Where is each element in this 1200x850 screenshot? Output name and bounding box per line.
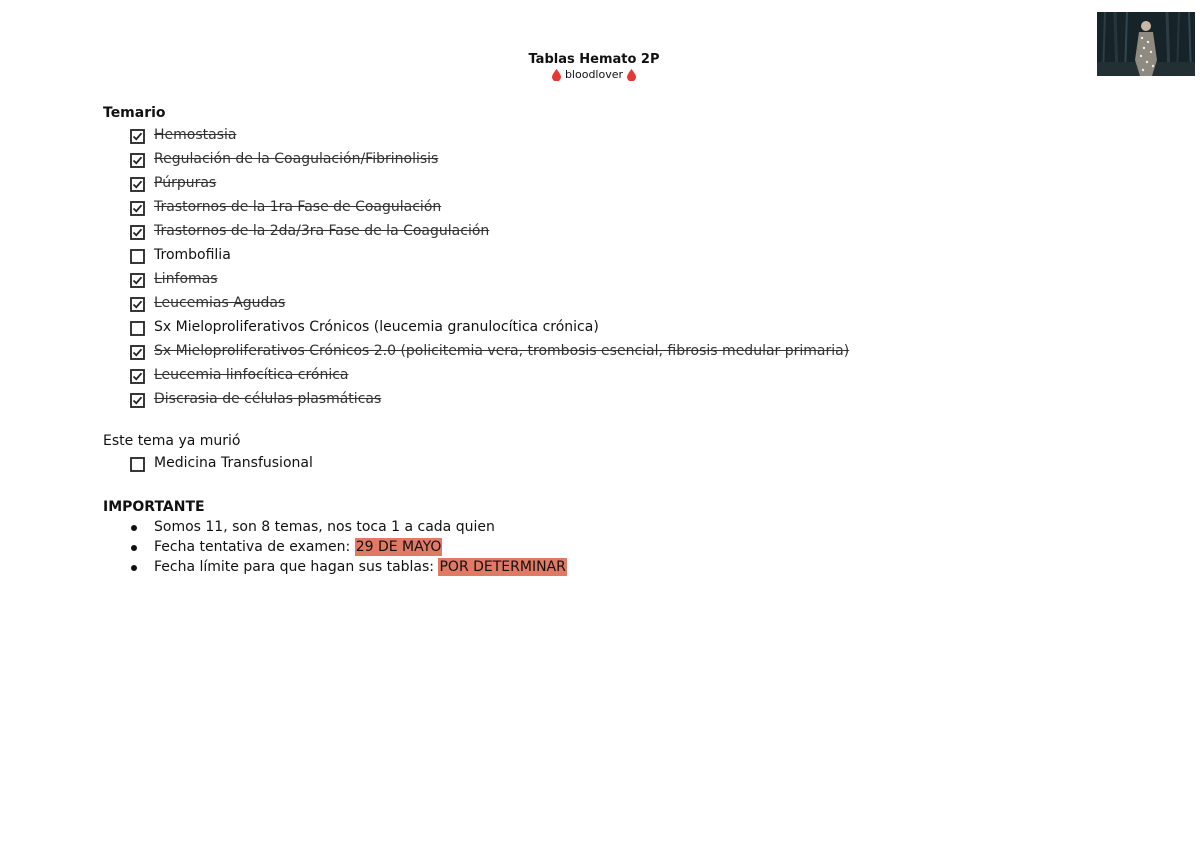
checklist-item [103, 451, 313, 475]
checklist-item-label: Trombofilia [154, 247, 231, 263]
checklist-item-label: Linfomas [154, 271, 218, 287]
checklist-item-label: Regulación de la Coagulación/Fibrinolisis [154, 151, 439, 167]
checklist-item-label: Hemostasia [154, 127, 237, 143]
checklist-item-label: Leucemia linfocítica crónica [154, 367, 349, 383]
checklist-item [103, 339, 849, 363]
checklist-item [103, 171, 849, 195]
bullet-icon [131, 525, 137, 531]
bullet-text: Fecha límite para que hagan sus tablas: [154, 559, 439, 575]
highlighted-value: 29 DE MAYO [355, 539, 442, 555]
tema-murio-section [103, 431, 313, 475]
tema-murio-checklist [103, 451, 313, 475]
checklist-item [103, 363, 849, 387]
importante-list [103, 517, 567, 577]
blood-drop-icon [627, 69, 636, 81]
checklist-item [103, 315, 849, 339]
checklist-item [103, 291, 849, 315]
checklist-item-label: Medicina Transfusional [154, 455, 313, 471]
checklist-item-label: Leucemias Agudas [154, 295, 286, 311]
checked-checkbox-icon[interactable] [130, 152, 145, 167]
checklist-item-label: Trastornos de la 2da/3ra Fase de la Coagulación [154, 223, 490, 239]
bullet-text: Somos 11, son 8 temas, nos toca 1 a cada quien [154, 519, 495, 535]
document-title: Tablas Hemato 2P [528, 52, 660, 67]
checked-checkbox-icon[interactable] [130, 224, 145, 239]
checklist-item-label: Discrasia de células plasmáticas [154, 391, 382, 407]
highlighted-value: POR DETERMINAR [439, 559, 566, 575]
tema-murio-heading: Este tema ya murió [103, 433, 241, 449]
importante-section [103, 497, 567, 577]
bullet-item [103, 557, 567, 577]
checklist-item [103, 243, 849, 267]
checklist-item [103, 267, 849, 291]
checklist-item [103, 195, 849, 219]
checked-checkbox-icon[interactable] [130, 344, 145, 359]
document-header [0, 52, 1188, 82]
checklist-item [103, 147, 849, 171]
temario-heading: Temario [103, 105, 166, 121]
unchecked-checkbox-icon[interactable] [130, 320, 145, 335]
checked-checkbox-icon[interactable] [130, 368, 145, 383]
checklist-item-label: Sx Mieloproliferativos Crónicos (leucemia granulocítica crónica) [154, 319, 599, 335]
temario-section [103, 103, 849, 411]
checklist-item [103, 123, 849, 147]
bullet-item [103, 517, 567, 537]
checklist-item [103, 219, 849, 243]
blood-drop-icon [552, 69, 561, 81]
importante-heading: IMPORTANTE [103, 499, 205, 515]
temario-checklist [103, 123, 849, 411]
bullet-icon [131, 565, 137, 571]
checklist-item-label: Trastornos de la 1ra Fase de Coagulación [154, 199, 442, 215]
checked-checkbox-icon[interactable] [130, 272, 145, 287]
checklist-item-label: Púrpuras [154, 175, 217, 191]
unchecked-checkbox-icon[interactable] [130, 248, 145, 263]
checked-checkbox-icon[interactable] [130, 176, 145, 191]
document-subtitle [0, 68, 1188, 82]
checked-checkbox-icon[interactable] [130, 128, 145, 143]
bullet-item [103, 537, 567, 557]
subtitle-text: bloodlover [564, 68, 624, 81]
checked-checkbox-icon[interactable] [130, 392, 145, 407]
checklist-item [103, 387, 849, 411]
unchecked-checkbox-icon[interactable] [130, 456, 145, 471]
bullet-icon [131, 545, 137, 551]
checked-checkbox-icon[interactable] [130, 296, 145, 311]
bullet-text: Fecha tentativa de examen: [154, 539, 355, 555]
checklist-item-label: Sx Mieloproliferativos Crónicos 2.0 (policitemia vera, trombosis esencial, fibrosis medular primaria) [154, 343, 850, 359]
checked-checkbox-icon[interactable] [130, 200, 145, 215]
